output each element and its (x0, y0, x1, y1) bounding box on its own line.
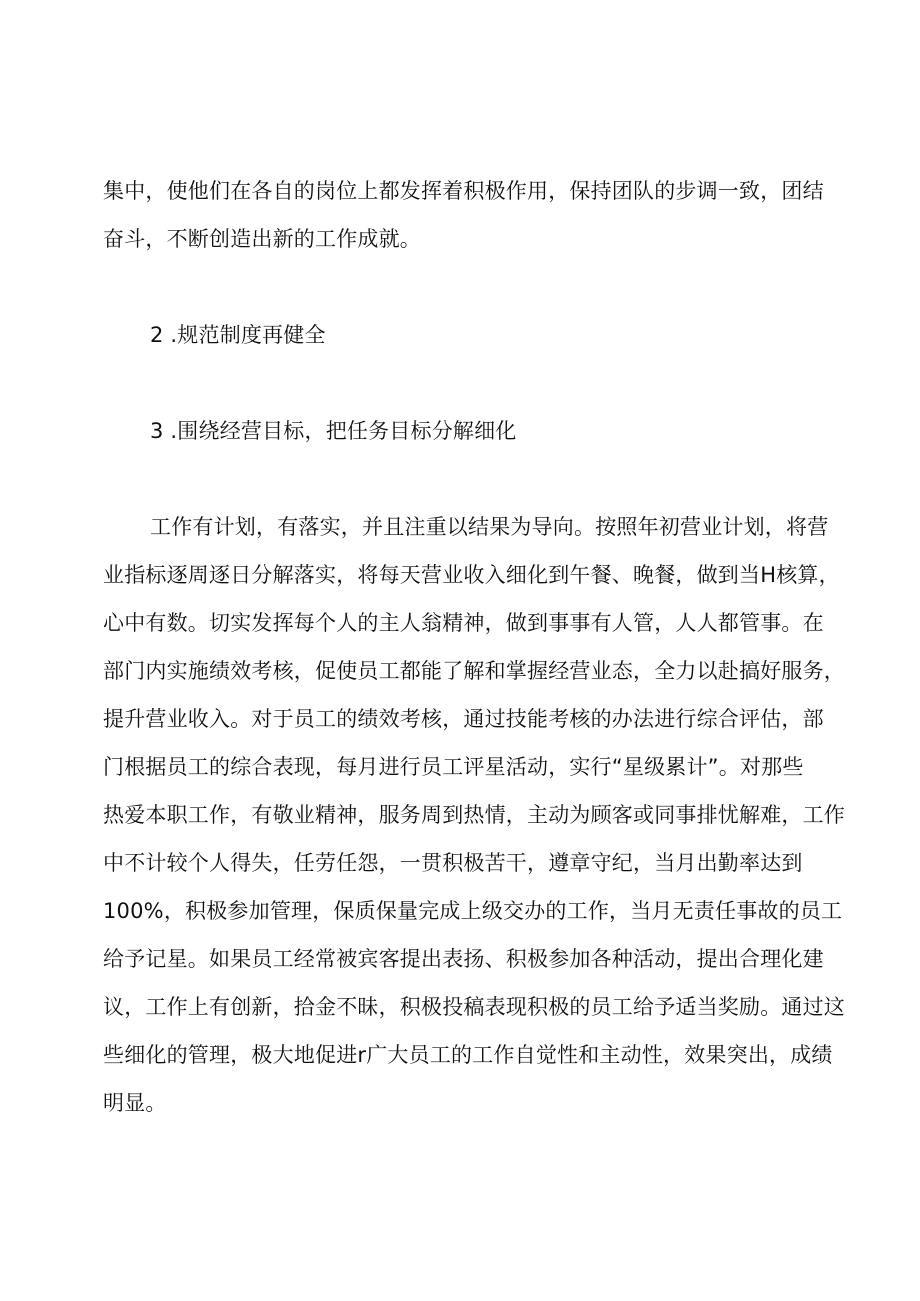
paragraph-line-3: 心中有数。切实发挥每个人的主人翁精神，做到事事有人管，人人都管事。在 (103, 611, 824, 635)
paragraph-line-9: 100%，积极参加管理，保质保量完成上级交办的工作，当月无责任事故的员工 (103, 899, 843, 923)
paragraph-line-8: 中不计较个人得失，任劳任怨，一贯积极苦干，遵章守纪，当月出勤率达到 (103, 851, 803, 875)
paragraph-line-5: 提升营业收入。对于员工的绩效考核，通过技能考核的办法进行综合评估，部 (103, 707, 824, 731)
paragraph-line-6: 门根据员工的综合表现，每月进行员工评星活动，实行“星级累计”。对那些 (103, 755, 804, 779)
paragraph-line-2: 业指标逐周逐日分解落实，将每天营业收入细化到午餐、晚餐，做到当H核算， (103, 563, 840, 587)
paragraph-line-1: 工作有计划，有落实，并且注重以结果为导向。按照年初营业计划，将营 (150, 515, 829, 539)
continuation-line-1: 集中，使他们在各自的岗位上都发挥着积极作用，保持团队的步调一致，团结 (103, 179, 824, 203)
section-heading-3: 3 .围绕经营目标，把任务目标分解细化 (150, 419, 517, 443)
paragraph-line-11: 议，工作上有创新，拾金不昧，积极投稿表现积极的员工给予适当奖励。通过这 (103, 995, 845, 1019)
paragraph-line-12: 些细化的管理，极大地促进r广大员工的工作自觉性和主动性，效果突出，成绩 (103, 1043, 833, 1067)
paragraph-line-7: 热爱本职工作，有敬业精神，服务周到热情，主动为顾客或同事排忧解难，工作 (103, 803, 845, 827)
paragraph-line-10: 给予记星。如果员工经常被宾客提出表扬、积极参加各种活动，提出合理化建 (103, 947, 824, 971)
section-heading-2: 2 .规范制度再健全 (150, 323, 326, 347)
continuation-line-2: 奋斗，不断创造出新的工作成就。 (103, 227, 421, 251)
paragraph-line-13: 明显。 (103, 1091, 167, 1115)
paragraph-line-4: 部门内实施绩效考核，促使员工都能了解和掌握经营业态，全力以赴搞好服务， (103, 659, 845, 683)
